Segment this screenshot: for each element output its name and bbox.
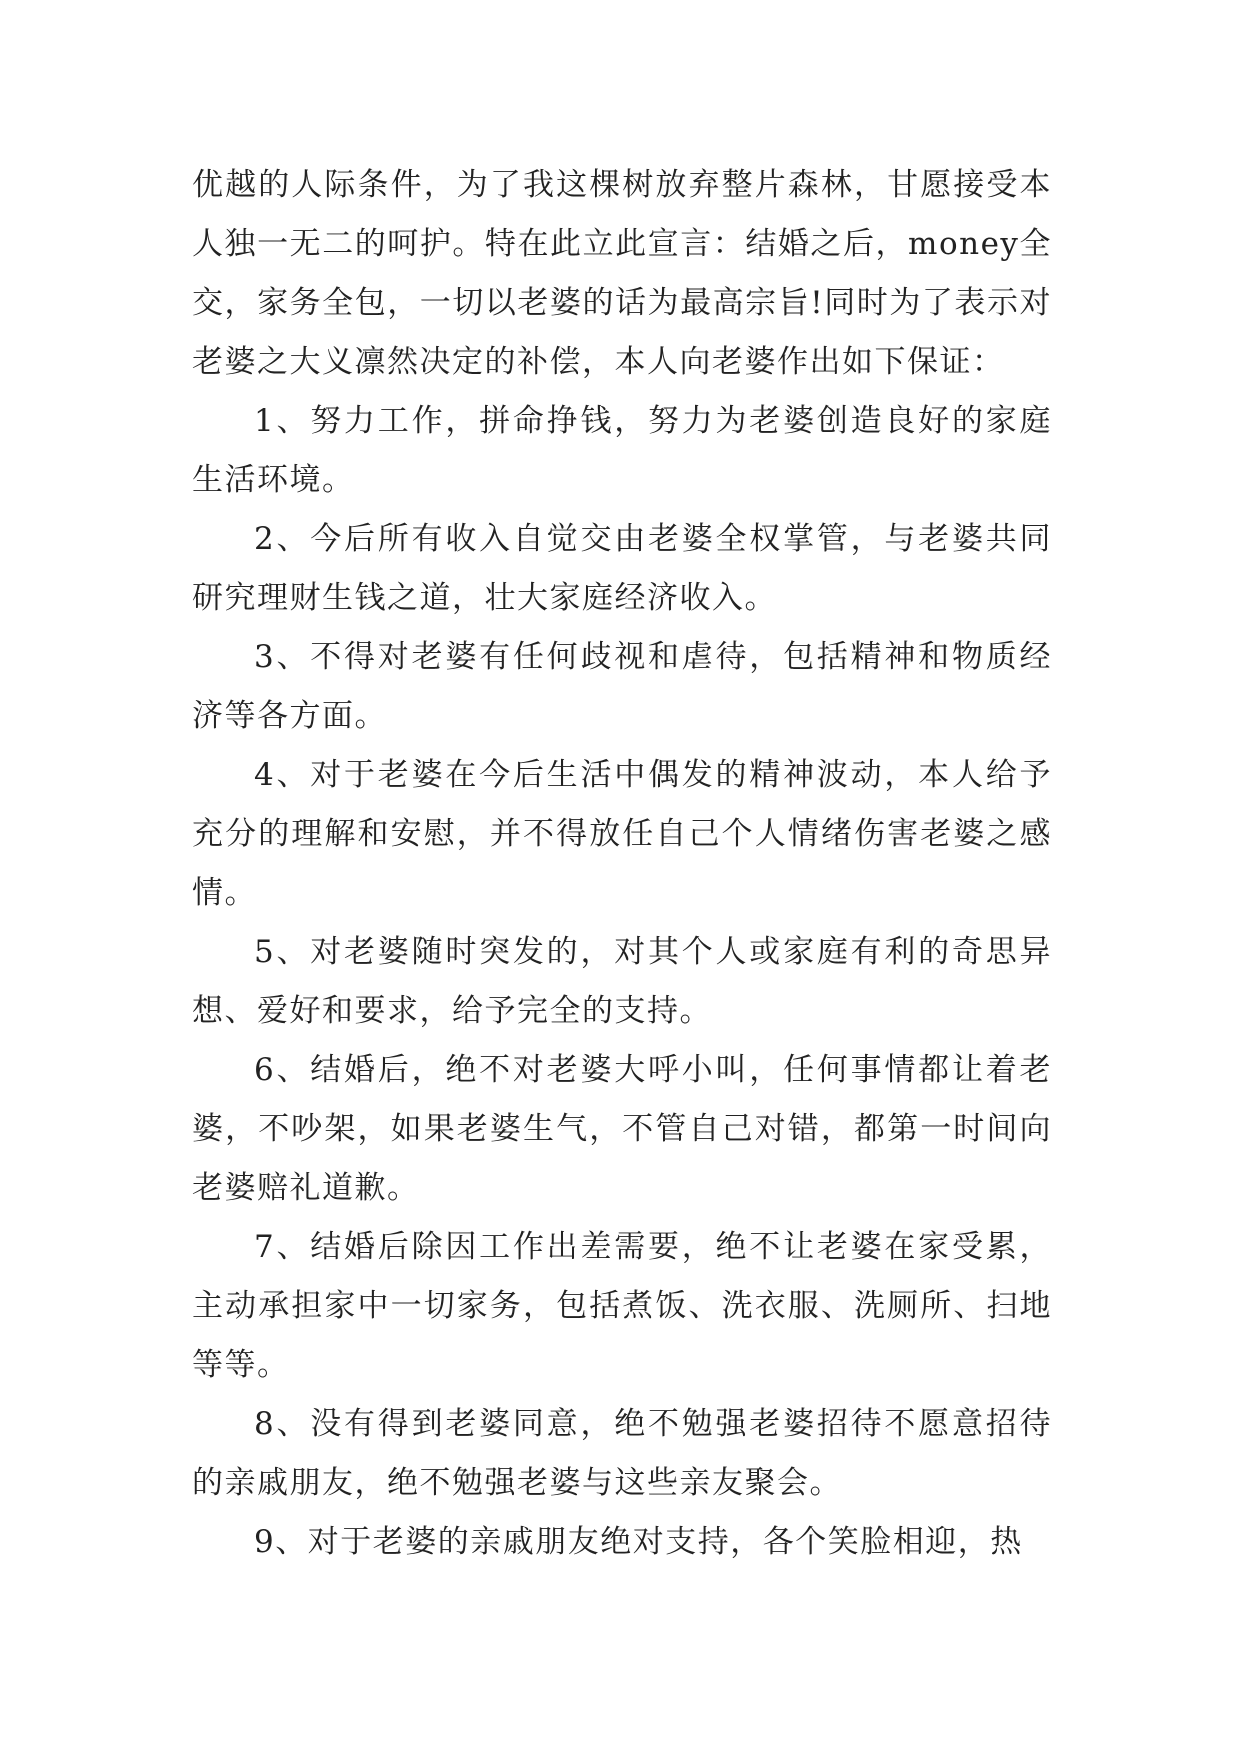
- pledge-item-3: 3、不得对老婆有任何歧视和虐待，包括精神和物质经济等各方面。: [192, 639, 1052, 734]
- intro-paragraph: 优越的人际条件，为了我这棵树放弃整片森林，甘愿接受本人独一无二的呵护。特在此立此宣言：结婚之后，money全交，家务全包，一切以老婆的话为最高宗旨!同时为了表示对老婆之大义凛然决定的补偿，本人向老婆作出如下保证：: [192, 167, 1052, 380]
- pledge-item-2: 2、今后所有收入自觉交由老婆全权掌管，与老婆共同研究理财生钱之道，壮大家庭经济收入。: [192, 521, 1052, 616]
- pledge-item-5: 5、对老婆随时突发的，对其个人或家庭有利的奇思异想、爱好和要求，给予完全的支持。: [192, 934, 1052, 1029]
- pledge-item-7: 7、结婚后除因工作出差需要，绝不让老婆在家受累，主动承担家中一切家务，包括煮饭、洗衣服、洗厕所、扫地等等。: [192, 1229, 1052, 1383]
- pledge-item-6: 6、结婚后，绝不对老婆大呼小叫，任何事情都让着老婆，不吵架，如果老婆生气，不管自己对错，都第一时间向老婆赔礼道歉。: [192, 1052, 1052, 1206]
- pledge-item-1: 1、努力工作，拼命挣钱，努力为老婆创造良好的家庭生活环境。: [192, 403, 1052, 498]
- pledge-item-8: 8、没有得到老婆同意，绝不勉强老婆招待不愿意招待的亲戚朋友，绝不勉强老婆与这些亲友聚会。: [192, 1406, 1052, 1501]
- pledge-item-9: 9、对于老婆的亲戚朋友绝对支持，各个笑脸相迎，热: [254, 1524, 1023, 1560]
- pledge-item-4: 4、对于老婆在今后生活中偶发的精神波动，本人给予充分的理解和安慰，并不得放任自己个人情绪伤害老婆之感情。: [192, 757, 1052, 911]
- document-body: [192, 156, 1052, 1572]
